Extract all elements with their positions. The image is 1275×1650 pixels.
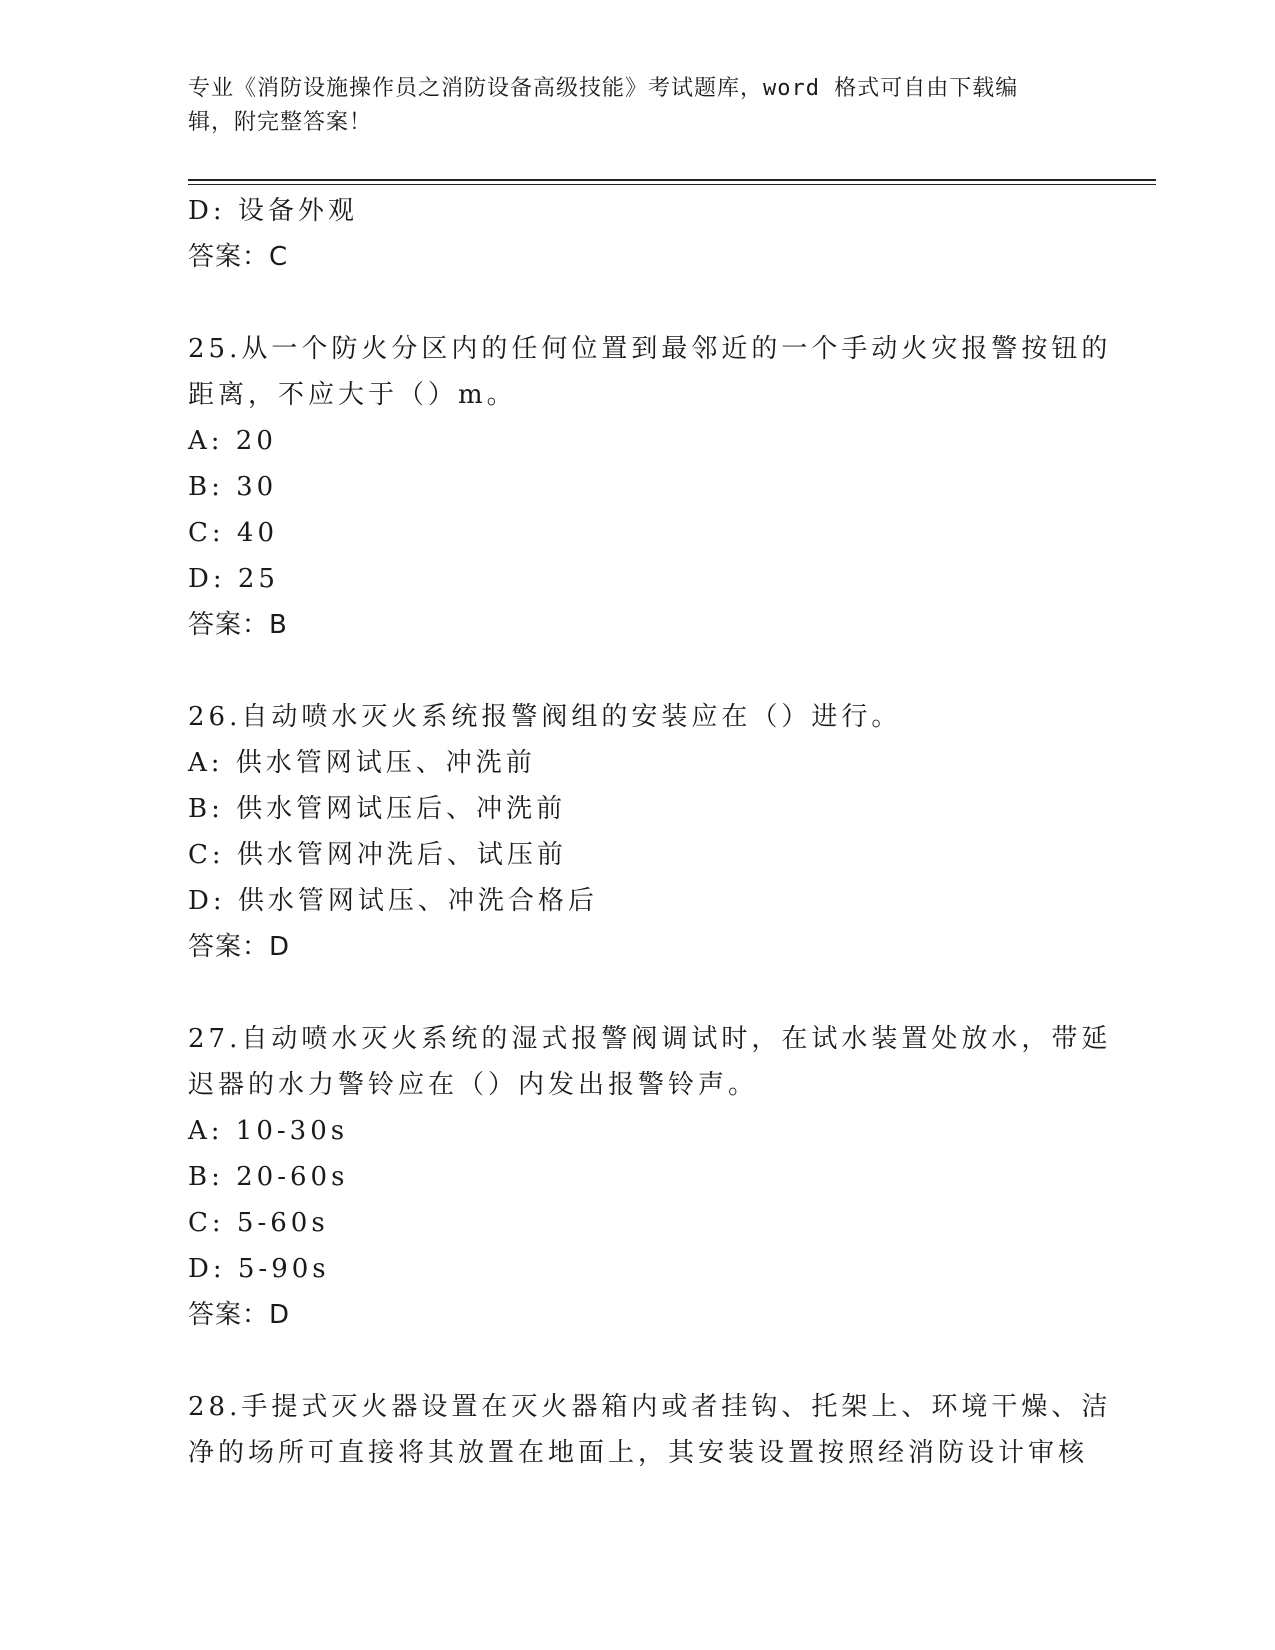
header-line-1: 专业《消防设施操作员之消防设备高级技能》考试题库，word 格式可自由下载编 bbox=[188, 76, 1019, 101]
option-d: D: 设备外观 bbox=[188, 196, 358, 226]
document-header bbox=[188, 72, 1088, 140]
option-c: C: 供水管网冲洗后、试压前 bbox=[188, 840, 567, 870]
answer-line: 答案：C bbox=[188, 242, 289, 272]
answer-line: 答案：D bbox=[188, 1300, 291, 1330]
option-a: A: 10-30s bbox=[188, 1116, 349, 1146]
question-26 bbox=[188, 694, 1088, 970]
option-a: A: 20 bbox=[188, 426, 277, 456]
question-list bbox=[188, 188, 1112, 1476]
option-a: A: 供水管网试压、冲洗前 bbox=[188, 748, 536, 778]
option-b: B: 供水管网试压后、冲洗前 bbox=[188, 794, 567, 824]
continued-question bbox=[188, 188, 1088, 280]
question-stem: 净的场所可直接将其放置在地面上，其安装设置按照经消防设计审核 bbox=[188, 1438, 1089, 1468]
header-divider-thin bbox=[188, 184, 1156, 185]
question-25 bbox=[188, 326, 1112, 648]
question-stem: 26.自动喷水灭火系统报警阀组的安装应在（）进行。 bbox=[188, 702, 902, 732]
option-d: D: 供水管网试压、冲洗合格后 bbox=[188, 886, 598, 916]
question-stem: 27.自动喷水灭火系统的湿式报警阀调试时，在试水装置处放水，带延 bbox=[188, 1024, 1112, 1054]
header-divider-thick bbox=[188, 179, 1156, 181]
question-28 bbox=[188, 1384, 1112, 1476]
answer-line: 答案：B bbox=[188, 610, 288, 640]
question-stem: 距离，不应大于（）m。 bbox=[188, 380, 517, 410]
option-c: C: 5-60s bbox=[188, 1208, 329, 1238]
header-line-2: 辑，附完整答案！ bbox=[188, 110, 373, 135]
option-b: B: 20-60s bbox=[188, 1162, 349, 1192]
question-27 bbox=[188, 1016, 1112, 1338]
answer-line: 答案：D bbox=[188, 932, 291, 962]
option-b: B: 30 bbox=[188, 472, 278, 502]
option-d: D: 25 bbox=[188, 564, 279, 594]
option-c: C: 40 bbox=[188, 518, 279, 548]
question-stem: 28.手提式灭火器设置在灭火器箱内或者挂钩、托架上、环境干燥、洁 bbox=[188, 1392, 1112, 1422]
question-stem: 迟器的水力警铃应在（）内发出报警铃声。 bbox=[188, 1070, 759, 1100]
option-d: D: 5-90s bbox=[188, 1254, 330, 1284]
question-stem: 25.从一个防火分区内的任何位置到最邻近的一个手动火灾报警按钮的 bbox=[188, 334, 1112, 364]
